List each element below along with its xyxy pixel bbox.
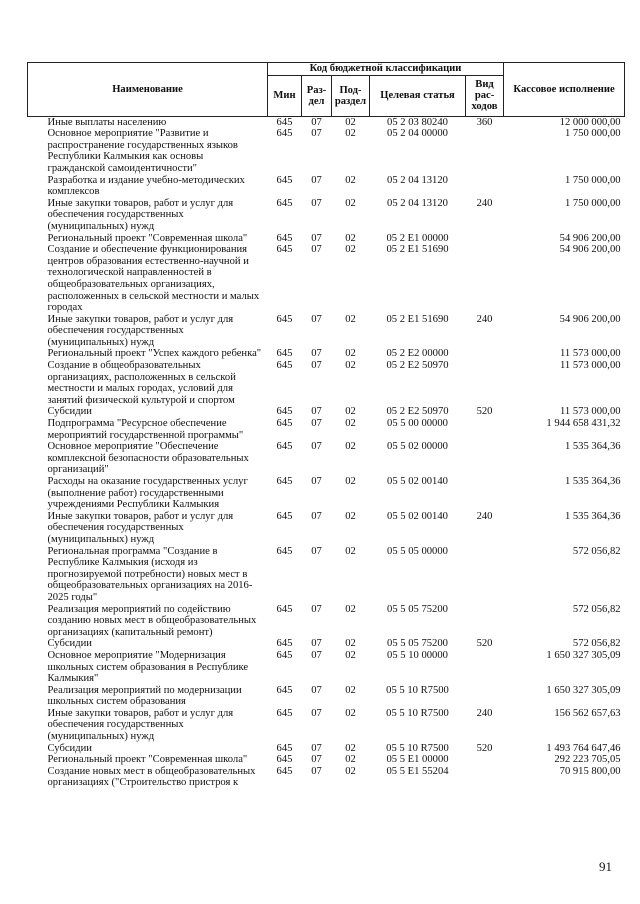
table-row [28,638,625,650]
row-summa: 1 650 327 305,09 [546,684,621,696]
row-min: 645 [276,174,293,186]
row-min: 645 [276,603,293,615]
row-min: 645 [276,476,293,487]
row-name: Основное мероприятие "Обеспечение комплексной безопасности образовательных организаций" [47,441,249,476]
table-row [28,650,625,685]
row-vid: 240 [476,313,493,325]
table-row [28,604,625,639]
row-razdel: 07 [311,244,322,256]
row-name: Субсидии [47,406,92,418]
row-summa: 70 915 800,00 [559,765,621,777]
row-razdel: 07 [311,360,322,372]
row-razdel: 07 [311,638,322,650]
row-summa: 572 056,82 [572,638,621,650]
row-summa: 54 906 200,00 [559,232,621,244]
row-podrazdel: 02 [345,603,356,615]
row-tsel: 05 2 E1 51690 [386,244,449,256]
row-summa: 572 056,82 [572,545,621,557]
row-min: 645 [276,441,293,453]
row-podrazdel: 02 [345,128,356,140]
row-tsel: 05 5 05 75200 [387,603,448,615]
row-podrazdel: 02 [345,649,356,661]
row-vid: 520 [476,406,493,418]
row-name: Иные закупки товаров, работ и услуг для обеспечения государственных (муниципальных) нужд [47,510,234,545]
row-podrazdel: 02 [345,441,356,453]
row-vid: 520 [476,742,493,754]
row-razdel: 07 [302,116,332,128]
row-min: 645 [276,754,293,766]
table-row [28,418,625,441]
row-min: 645 [276,638,293,650]
row-vid [466,128,504,174]
row-summa: 12 000 000,00 [504,116,625,128]
row-tsel: 05 2 04 13120 [387,174,448,186]
row-podrazdel: 02 [345,765,356,777]
row-podrazdel: 02 [345,244,356,256]
row-summa: 11 573 000,00 [560,360,621,372]
table-row [28,233,625,245]
row-min: 645 [276,707,293,719]
table-row [28,476,625,511]
row-tsel: 05 5 10 00000 [387,649,448,661]
row-min: 645 [276,197,293,209]
row-razdel: 07 [311,684,322,696]
row-vid [466,244,504,314]
header-summa: Кассовое исполнение [504,63,625,117]
row-min: 645 [276,313,293,325]
header-tsel: Целевая статья [370,75,466,116]
row-name: Субсидии [47,638,92,650]
row-tsel: 05 5 02 00000 [387,441,448,453]
row-podrazdel: 02 [345,545,356,557]
row-tsel: 05 5 10 R7500 [386,707,449,719]
row-vid [466,418,504,441]
row-tsel: 05 5 10 R7500 [386,742,449,754]
table-row [28,244,625,314]
row-vid [466,441,504,476]
row-podrazdel: 02 [345,174,356,186]
header-code-group: Код бюджетной классификации [268,63,504,76]
table-row [28,685,625,708]
row-razdel: 07 [311,603,322,615]
table-row [28,511,625,546]
row-razdel: 07 [311,545,322,557]
row-min: 645 [268,116,302,128]
row-podrazdel: 02 [332,116,370,128]
row-razdel: 07 [311,765,322,777]
row-summa: 1 535 364,36 [564,441,621,453]
table-body [28,116,625,789]
row-min: 645 [276,649,293,661]
row-tsel: 05 2 03 80240 [370,116,466,128]
row-vid: 520 [476,638,493,650]
row-name: Разработка и издание учебно-методических комплексов [47,174,245,198]
row-tsel: 05 2 E1 00000 [386,232,449,244]
row-podrazdel: 02 [345,638,356,650]
table-row [28,754,625,766]
row-podrazdel: 02 [345,360,356,372]
row-summa: 54 906 200,00 [559,313,621,325]
table-row [28,198,625,233]
row-vid: 360 [466,116,504,128]
row-min: 645 [276,510,293,522]
row-name: Иные закупки товаров, работ и услуг для обеспечения государственных (муниципальных) нужд [47,313,234,348]
row-razdel: 07 [311,128,322,140]
row-podrazdel: 02 [345,418,356,430]
row-razdel: 07 [311,197,322,209]
row-min: 645 [276,244,293,256]
row-razdel: 07 [311,174,322,186]
row-name: Иные закупки товаров, работ и услуг для обеспечения государственных (муниципальных) нужд [47,197,234,232]
row-podrazdel: 02 [345,684,356,696]
row-min: 645 [276,232,293,244]
table-row [28,441,625,476]
row-summa: 156 562 657,63 [554,707,621,719]
row-min: 645 [276,418,293,430]
row-tsel: 05 5 05 00000 [387,545,448,557]
row-name: Иные закупки товаров, работ и услуг для обеспечения государственных (муниципальных) нужд [47,707,234,743]
row-tsel: 05 2 04 13120 [387,197,448,209]
row-tsel: 05 5 05 75200 [387,638,448,650]
row-razdel: 07 [311,649,322,661]
row-podrazdel: 02 [345,232,356,244]
row-summa: 1 493 764 647,46 [546,742,621,754]
row-razdel: 07 [311,754,322,766]
row-tsel: 05 5 02 00140 [387,510,448,522]
row-tsel: 05 5 E1 00000 [386,754,449,766]
header-name: Наименование [28,63,268,117]
row-podrazdel: 02 [345,707,356,719]
budget-table-page [27,62,624,789]
row-summa: 1 535 364,36 [564,510,621,522]
table-row [28,708,625,743]
row-podrazdel: 02 [345,406,356,418]
table-row [28,546,625,604]
row-name: Региональный проект "Успех каждого ребенка" [47,348,262,360]
row-podrazdel: 02 [345,510,356,522]
row-razdel: 07 [311,418,322,430]
header-min: Мин [268,75,302,116]
row-razdel: 07 [311,348,322,360]
row-razdel: 07 [311,441,322,453]
row-name: Создание новых мест в общеобразовательных организациях ("Строительство пристроя к [47,765,256,789]
row-vid [466,348,504,360]
table-row [28,128,625,174]
row-min: 645 [276,684,293,696]
row-min: 645 [276,406,293,418]
row-tsel: 05 5 E1 55204 [386,765,449,777]
row-min: 645 [276,765,293,777]
row-vid [466,650,504,685]
row-name: Региональный проект "Современная школа" [47,754,248,766]
table-header [28,63,625,117]
row-podrazdel: 02 [345,197,356,209]
row-name: Основное мероприятие "Модернизация школьных систем образования в Республике Калмыкия" [47,649,249,685]
row-name: Иные выплаты населению [28,116,268,128]
table-row [28,175,625,198]
row-vid: 240 [476,197,493,209]
row-name: Подпрограмма "Ресурсное обеспечение мероприятий государственной программы" [47,418,244,441]
row-summa: 11 573 000,00 [560,348,621,360]
header-vid: Вид рас-ходов [466,75,504,116]
header-podrazdel: Под-раздел [332,75,370,116]
row-vid [466,685,504,708]
budget-table [27,62,625,789]
row-razdel: 07 [311,313,322,325]
row-summa: 1 750 000,00 [564,197,621,209]
row-vid [466,360,504,406]
row-name: Расходы на оказание государственных услуг (выполнение работ) государственными учреждениями Республики Калмыкия [47,476,248,511]
table-row [28,743,625,755]
row-name: Реализация мероприятий по содействию созданию новых мест в общеобразовательных организациях (капитальный ремонт) [47,603,257,638]
row-razdel: 07 [311,232,322,244]
row-vid [466,754,504,766]
row-vid: 240 [476,707,493,719]
row-tsel: 05 5 02 00140 [387,476,448,487]
row-podrazdel: 02 [345,313,356,325]
table-row [28,348,625,360]
row-min: 645 [276,360,293,372]
row-min: 645 [276,348,293,360]
row-tsel: 05 5 00 00000 [387,418,448,430]
page-number: 91 [599,859,612,874]
table-row [28,116,625,128]
row-name: Региональная программа "Создание в Республике Калмыкия (исходя из прогнозируемой потребности) новых мест в общеобразовательных организациях на 2016-2025 годы" [47,545,253,603]
row-vid [466,476,504,511]
row-name: Региональный проект "Современная школа" [47,232,248,244]
row-podrazdel: 02 [345,348,356,360]
row-razdel: 07 [311,406,322,418]
row-podrazdel: 02 [345,754,356,766]
table-row [28,766,625,789]
table-row [28,360,625,406]
row-razdel: 07 [311,707,322,719]
row-vid [466,233,504,245]
row-tsel: 05 2 E1 51690 [386,313,449,325]
row-summa: 1 535 364,36 [564,476,621,487]
row-summa: 292 223 705,05 [554,754,621,766]
table-row [28,314,625,349]
row-summa: 572 056,82 [572,603,621,615]
row-tsel: 05 2 04 00000 [387,128,448,140]
row-tsel: 05 2 E2 50970 [386,406,449,418]
row-tsel: 05 2 E2 50970 [386,360,449,372]
row-vid [466,604,504,639]
row-name: Основное мероприятие "Развитие и распространение государственных языков Республики Калмыкия как основы гражданской самоидентичности" [47,128,238,174]
row-razdel: 07 [311,510,322,522]
row-podrazdel: 02 [345,476,356,487]
row-summa: 54 906 200,00 [559,244,621,256]
row-vid [466,546,504,604]
table-row [28,406,625,418]
row-razdel: 07 [311,476,322,487]
row-summa: 1 944 658 431,32 [546,418,621,430]
row-vid [466,766,504,789]
row-summa: 1 750 000,00 [564,174,621,186]
row-min: 645 [276,742,293,754]
row-podrazdel: 02 [345,742,356,754]
row-min: 645 [276,545,293,557]
header-razdel: Раз-дел [302,75,332,116]
row-summa: 11 573 000,00 [560,406,621,418]
row-name: Реализация мероприятий по модернизации школьных систем образования [47,684,242,708]
row-name: Создание и обеспечение функционирования центров образования естественно-научной и технологической направленностей в общеобразовательных организациях, расположенных в сельской местности и малых городах [47,244,260,314]
row-vid [466,175,504,198]
row-min: 645 [276,128,293,140]
row-tsel: 05 2 E2 00000 [386,348,449,360]
row-name: Создание в общеобразовательных организациях, расположенных в сельской местности и малых городах, условий для занятий физической культурой и спортом [47,360,236,406]
row-tsel: 05 5 10 R7500 [386,684,449,696]
row-vid: 240 [476,510,493,522]
row-name: Субсидии [47,742,92,754]
row-razdel: 07 [311,742,322,754]
row-summa: 1 650 327 305,09 [546,649,621,661]
row-summa: 1 750 000,00 [564,128,621,140]
